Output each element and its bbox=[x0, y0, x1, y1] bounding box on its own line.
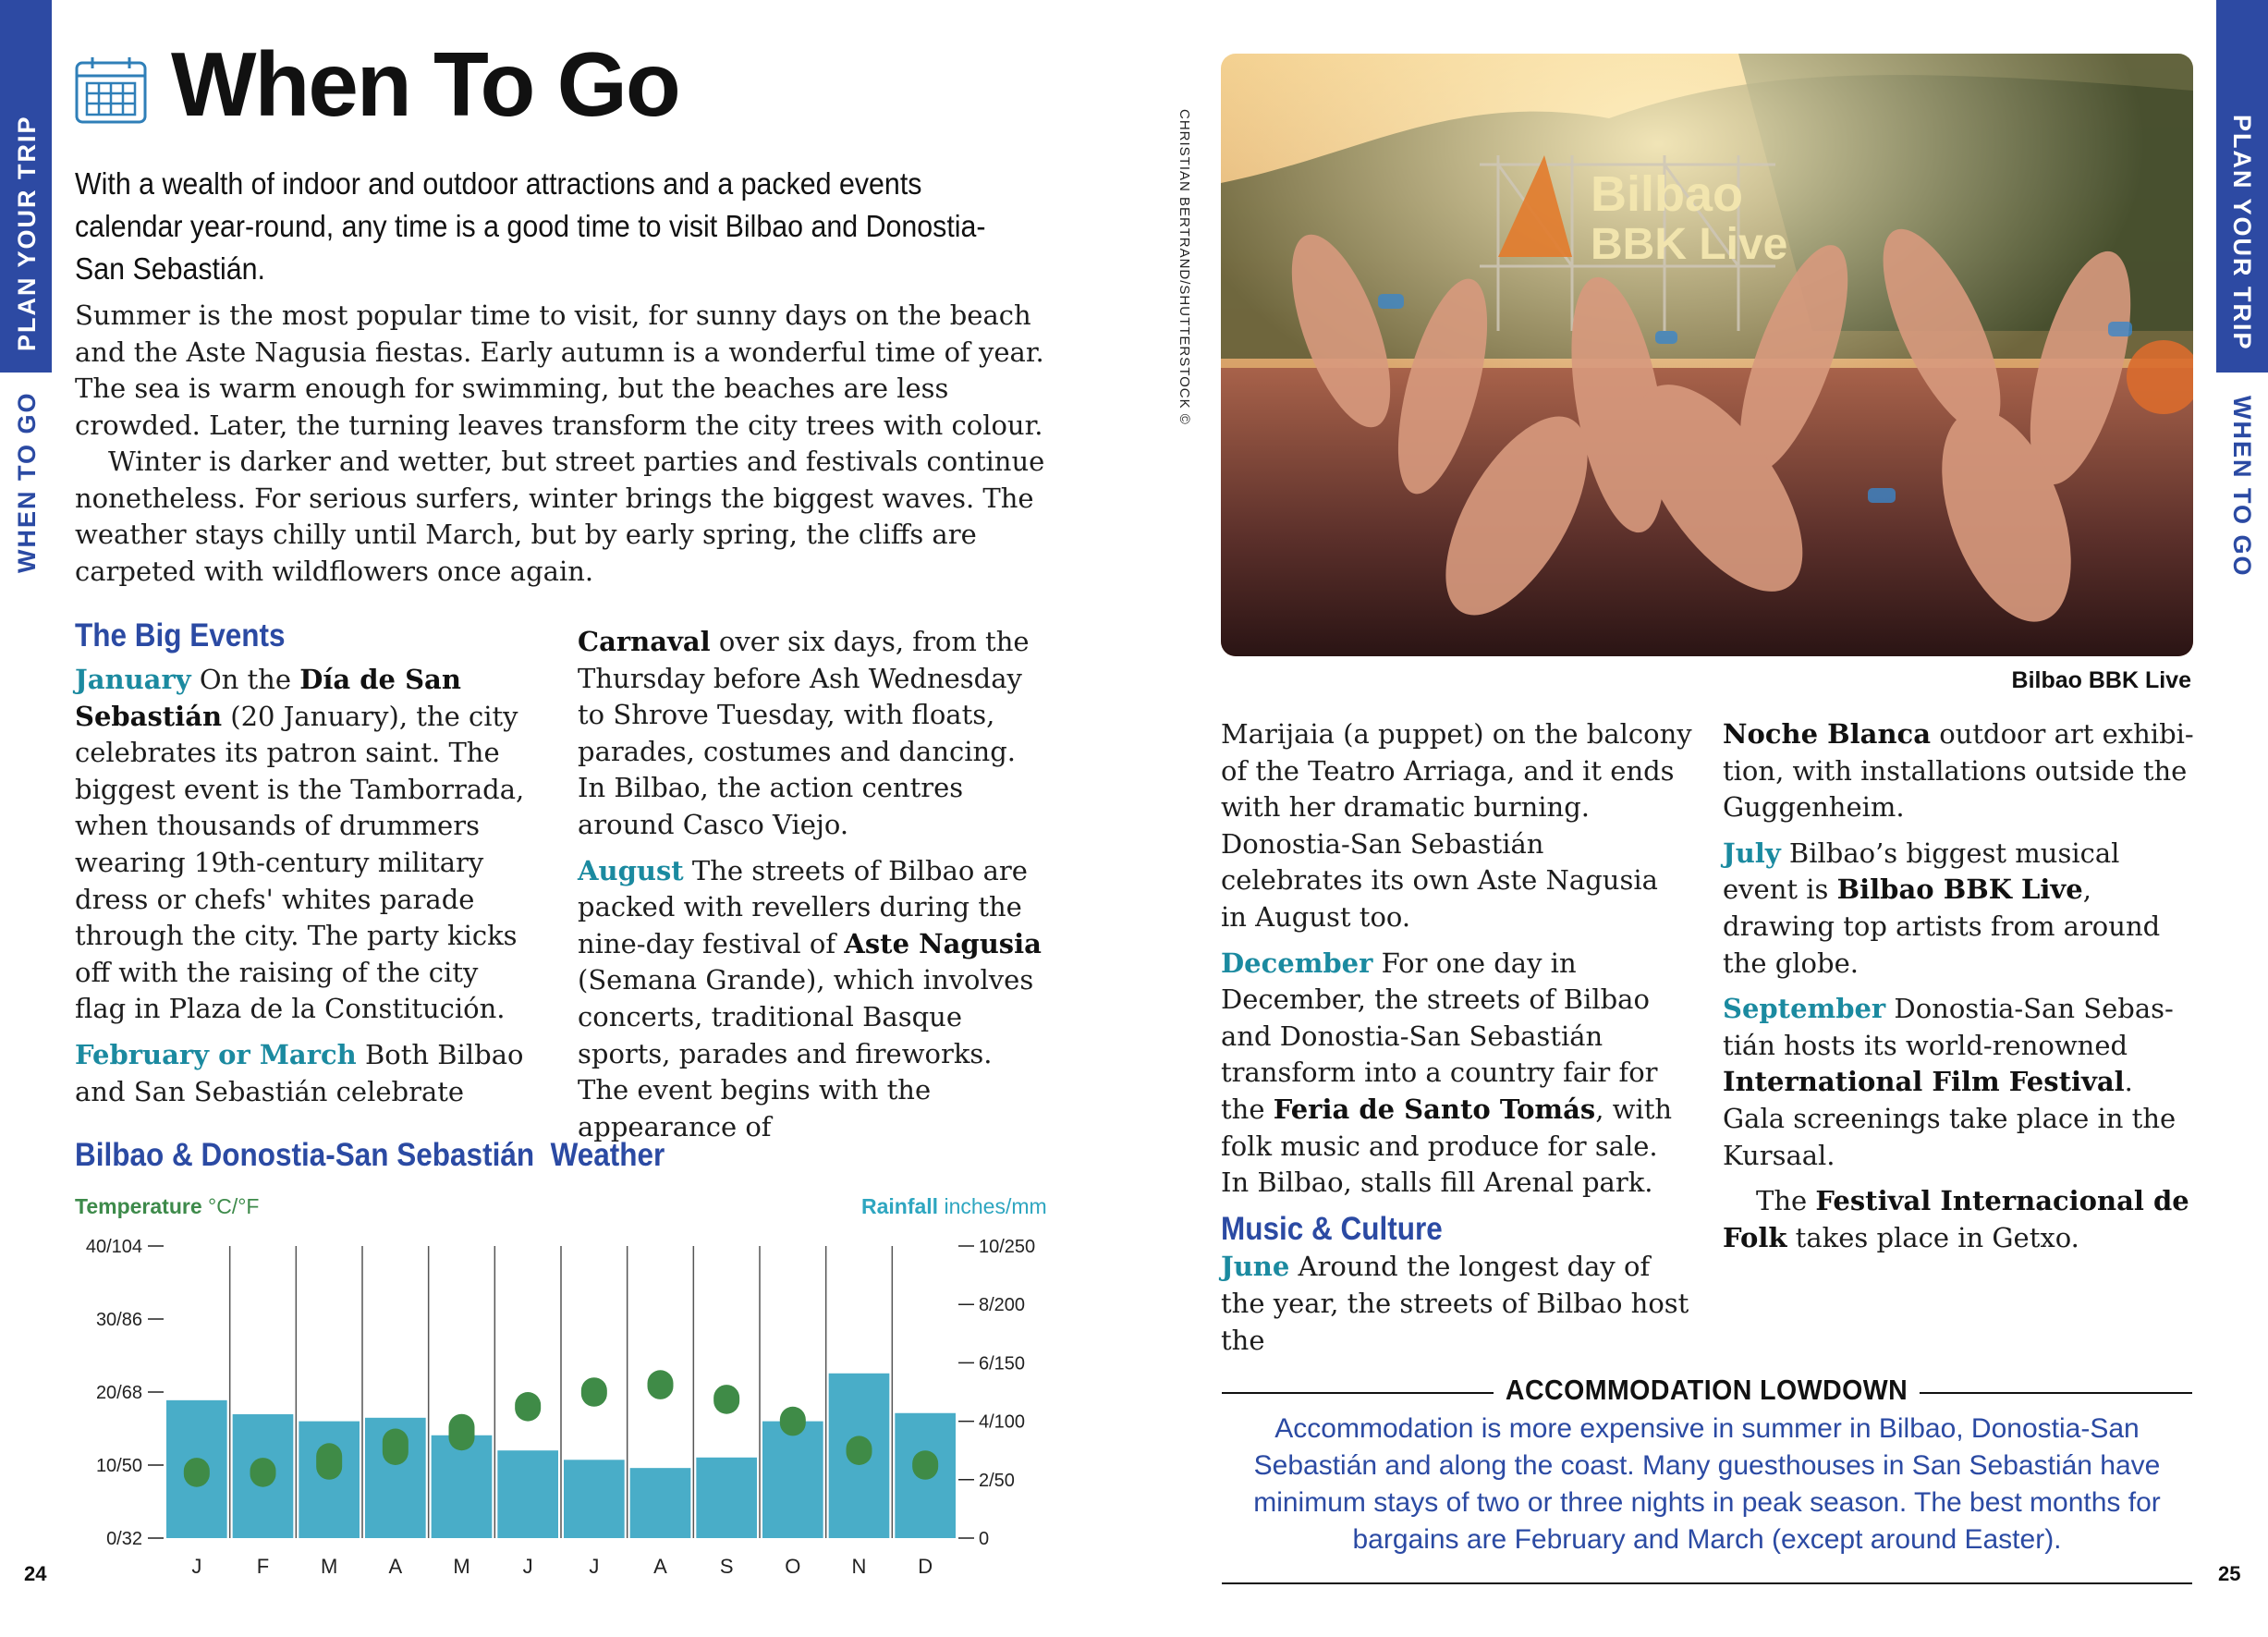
right-column-1 bbox=[1221, 716, 1692, 1368]
month-february: February or March bbox=[75, 1038, 357, 1070]
page-number-right: 25 bbox=[2218, 1562, 2241, 1585]
month-label: F bbox=[256, 1555, 270, 1578]
event-carnaval bbox=[578, 624, 1044, 844]
left-axis-label: 40/104 bbox=[85, 1237, 142, 1257]
month-july: July bbox=[1723, 837, 1781, 869]
right-axis-label: 4/100 bbox=[979, 1411, 1026, 1433]
stage-sign-line1: Bilbao bbox=[1591, 166, 1744, 222]
event-text: over six days, from the Thursday before Ash Wednesday to Shrove Tuesday, with floats, parades, costumes and dancing. In Bilbao, the action centres around Casco Viejo. bbox=[578, 626, 1030, 840]
right-axis-label: 10/250 bbox=[979, 1237, 1036, 1257]
event-december bbox=[1221, 946, 1692, 1202]
event-aste-nagusia-cont: Marijaia (a puppet) on the balcony of the Teatro Arriaga, and it ends with her dramatic burning. Donostia-San Sebastián celebrates its own Aste Nagusia in August too. bbox=[1221, 718, 1692, 933]
month-label: O bbox=[785, 1555, 801, 1578]
month-june: June bbox=[1221, 1251, 1290, 1283]
month-label: J bbox=[589, 1555, 600, 1578]
event-july bbox=[1723, 836, 2194, 982]
right-axis-label: 0 bbox=[979, 1529, 990, 1549]
event-text: The bbox=[1756, 1185, 1816, 1217]
weather-heading: Bilbao & Donostia-San Sebastián Weather bbox=[75, 1137, 665, 1173]
temperature-marker bbox=[912, 1450, 938, 1480]
month-december: December bbox=[1221, 947, 1373, 979]
month-label: D bbox=[918, 1555, 933, 1578]
left-axis-label: 30/86 bbox=[95, 1310, 142, 1330]
rainfall-bar bbox=[564, 1460, 625, 1538]
temperature-marker bbox=[780, 1407, 806, 1436]
page-title: When To Go bbox=[171, 33, 679, 135]
event-name: Carnaval bbox=[578, 626, 711, 657]
temperature-marker bbox=[581, 1377, 607, 1407]
event-text: Around the longest day of the year, the streets of Bilbao host the bbox=[1221, 1251, 1689, 1356]
event-name: Bilbao BBK Live bbox=[1836, 873, 2083, 906]
side-tab-label-plan-your-trip-right: PLAN YOUR TRIP bbox=[2228, 115, 2256, 351]
left-axis-label: 20/68 bbox=[95, 1383, 142, 1403]
rainfall-bar bbox=[762, 1422, 823, 1538]
event-june bbox=[1221, 1249, 1692, 1359]
event-text: Both Bilbao and San Sebastián celebrate bbox=[75, 1038, 524, 1107]
temperature-marker bbox=[515, 1392, 541, 1422]
event-name: Aste Nagusia bbox=[844, 927, 1042, 959]
rainfall-bar bbox=[630, 1468, 691, 1538]
temperature-marker bbox=[250, 1458, 276, 1487]
side-tab-label-when-to-go-left: WHEN TO GO bbox=[13, 391, 41, 573]
month-label: M bbox=[321, 1555, 338, 1578]
side-tab-label-plan-your-trip-left: PLAN YOUR TRIP bbox=[13, 115, 41, 351]
left-axis-label: 0/32 bbox=[106, 1529, 142, 1549]
event-name: International Film Festival bbox=[1723, 1066, 2125, 1098]
event-text: outdoor art exhibi-tion, with installations outside the Guggenheim. bbox=[1723, 718, 2194, 824]
event-text: . Gala screenings take place in the Kursaal. bbox=[1723, 1066, 2177, 1171]
temperature-label: Temperature bbox=[75, 1194, 202, 1218]
event-folk-festival bbox=[1723, 1183, 2194, 1256]
body-text bbox=[75, 298, 1045, 590]
music-culture-heading: Music & Culture bbox=[1221, 1210, 1443, 1247]
event-text: For one day in December, the streets of Bilbao and Donostia-San Sebastián transform into a country fair for the bbox=[1221, 947, 1658, 1125]
big-events-heading: The Big Events bbox=[75, 617, 286, 654]
temperature-unit: °C/°F bbox=[208, 1194, 260, 1218]
month-label: J bbox=[522, 1555, 533, 1578]
accommodation-title: ACCOMMODATION LOWDOWN bbox=[1494, 1374, 1920, 1407]
event-text: takes place in Getxo. bbox=[1786, 1221, 2079, 1253]
temperature-marker bbox=[449, 1414, 475, 1451]
month-september: September bbox=[1723, 993, 1886, 1025]
rainfall-label: Rainfall bbox=[861, 1194, 939, 1218]
month-august: August bbox=[578, 854, 684, 886]
event-name: Festival Internacional de Folk bbox=[1723, 1185, 2189, 1253]
temperature-marker bbox=[184, 1458, 210, 1487]
concert-photo bbox=[1221, 54, 2193, 656]
side-tab-label-when-to-go-right: WHEN TO GO bbox=[2228, 396, 2256, 578]
month-label: A bbox=[653, 1555, 667, 1578]
left-axis-label: 10/50 bbox=[95, 1456, 142, 1476]
month-label: S bbox=[719, 1555, 734, 1578]
event-text: , with folk music and produce for sale. In Bilbao, stalls fill Arenal park. bbox=[1221, 1093, 1673, 1199]
month-label: N bbox=[851, 1555, 867, 1578]
accommodation-text: Accommodation is more expensive in summer in Bilbao, Donostia-San Sebastián and along the coast. Many guesthouses in San Sebastián have minimum stays of two or three nights in peak season. The best months for bargains are February and March (except around Easter). bbox=[1253, 1413, 2161, 1555]
temperature-marker bbox=[648, 1370, 674, 1399]
event-text: (Semana Grande), which involves concerts, traditional Basque sports, parades and fireworks. The event begins with the appearance of bbox=[578, 964, 1034, 1142]
big-events-column-2 bbox=[578, 624, 1044, 1154]
event-text: Donostia-San Sebas-tián hosts its world-renowned bbox=[1723, 993, 2174, 1061]
photo-caption: Bilbao BBK Live bbox=[2011, 667, 2191, 693]
intro-text: With a wealth of indoor and outdoor attractions and a packed events calendar year-round, any time is a good time to visit Bilbao and Donostia-San Sebastián. bbox=[75, 166, 986, 286]
weather-chart bbox=[0, 1202, 1091, 1590]
event-september bbox=[1723, 991, 2194, 1174]
event-text: , drawing top artists from around the globe. bbox=[1723, 873, 2161, 979]
rainfall-unit: inches/mm bbox=[944, 1194, 1047, 1218]
month-label: J bbox=[191, 1555, 202, 1578]
rainfall-bar bbox=[432, 1435, 493, 1538]
right-axis-label: 8/200 bbox=[979, 1295, 1026, 1316]
month-january: January bbox=[75, 664, 191, 695]
rainfall-bar bbox=[696, 1458, 757, 1538]
big-events-column-1 bbox=[75, 662, 528, 1119]
event-text: On the bbox=[190, 664, 300, 695]
photo-credit: CHRISTIAN BERTRAND/SHUTTERSTOCK © bbox=[1177, 109, 1192, 425]
temperature-marker bbox=[847, 1435, 872, 1465]
right-column-2 bbox=[1723, 716, 2194, 1265]
calendar-icon bbox=[74, 55, 148, 130]
page-number-left: 24 bbox=[24, 1562, 47, 1585]
event-noche-blanca bbox=[1723, 716, 2194, 826]
event-august bbox=[578, 853, 1044, 1146]
rainfall-bar bbox=[497, 1450, 558, 1538]
temperature-marker bbox=[383, 1429, 408, 1466]
accommodation-title-wrap bbox=[1222, 1374, 2192, 1407]
event-name: Feria de Santo Tomás bbox=[1273, 1093, 1596, 1125]
accommodation-bottom-rule bbox=[1222, 1582, 2192, 1584]
body-paragraph-2: Winter is darker and wetter, but street parties and festivals continue nonetheless. For serious surfers, winter brings the biggest waves. The weather stays chilly until March, but by early spring, the cliffs are carpeted with wildflowers once again. bbox=[75, 446, 1045, 587]
event-january bbox=[75, 662, 528, 1028]
right-axis-label: 6/150 bbox=[979, 1353, 1026, 1374]
event-text: Bilbao’s biggest musical event is bbox=[1723, 837, 2120, 906]
temperature-marker bbox=[713, 1385, 739, 1414]
temperature-marker bbox=[316, 1443, 342, 1480]
event-february bbox=[75, 1037, 528, 1110]
rainfall-bar bbox=[299, 1422, 360, 1538]
month-label: A bbox=[388, 1555, 403, 1578]
body-paragraph-1: Summer is the most popular time to visit, for sunny days on the beach and the Aste Nagusia fiestas. Early autumn is a wonderful time of year. The sea is warm enough for swimming, but the beaches are less crowded. Later, the turning leaves transform the city trees with colour. bbox=[75, 299, 1044, 441]
event-name: Día de San Sebastián bbox=[75, 664, 461, 732]
event-name: Noche Blanca bbox=[1723, 718, 1931, 750]
event-text: The streets of Bilbao are packed with revellers during the nine-day festival of bbox=[578, 854, 1028, 959]
stage-sign-line2: BBK Live bbox=[1591, 220, 1788, 269]
event-text: (20 January), the city celebrates its patron saint. The biggest event is the Tamborrada, when thousands of drummers wearing 19th-century military dress or chefs' whites parade through the city. The party kicks off with the raising of the city flag in Plaza de la Constitución. bbox=[75, 700, 525, 1025]
right-axis-label: 2/50 bbox=[979, 1470, 1015, 1491]
month-label: M bbox=[453, 1555, 470, 1578]
